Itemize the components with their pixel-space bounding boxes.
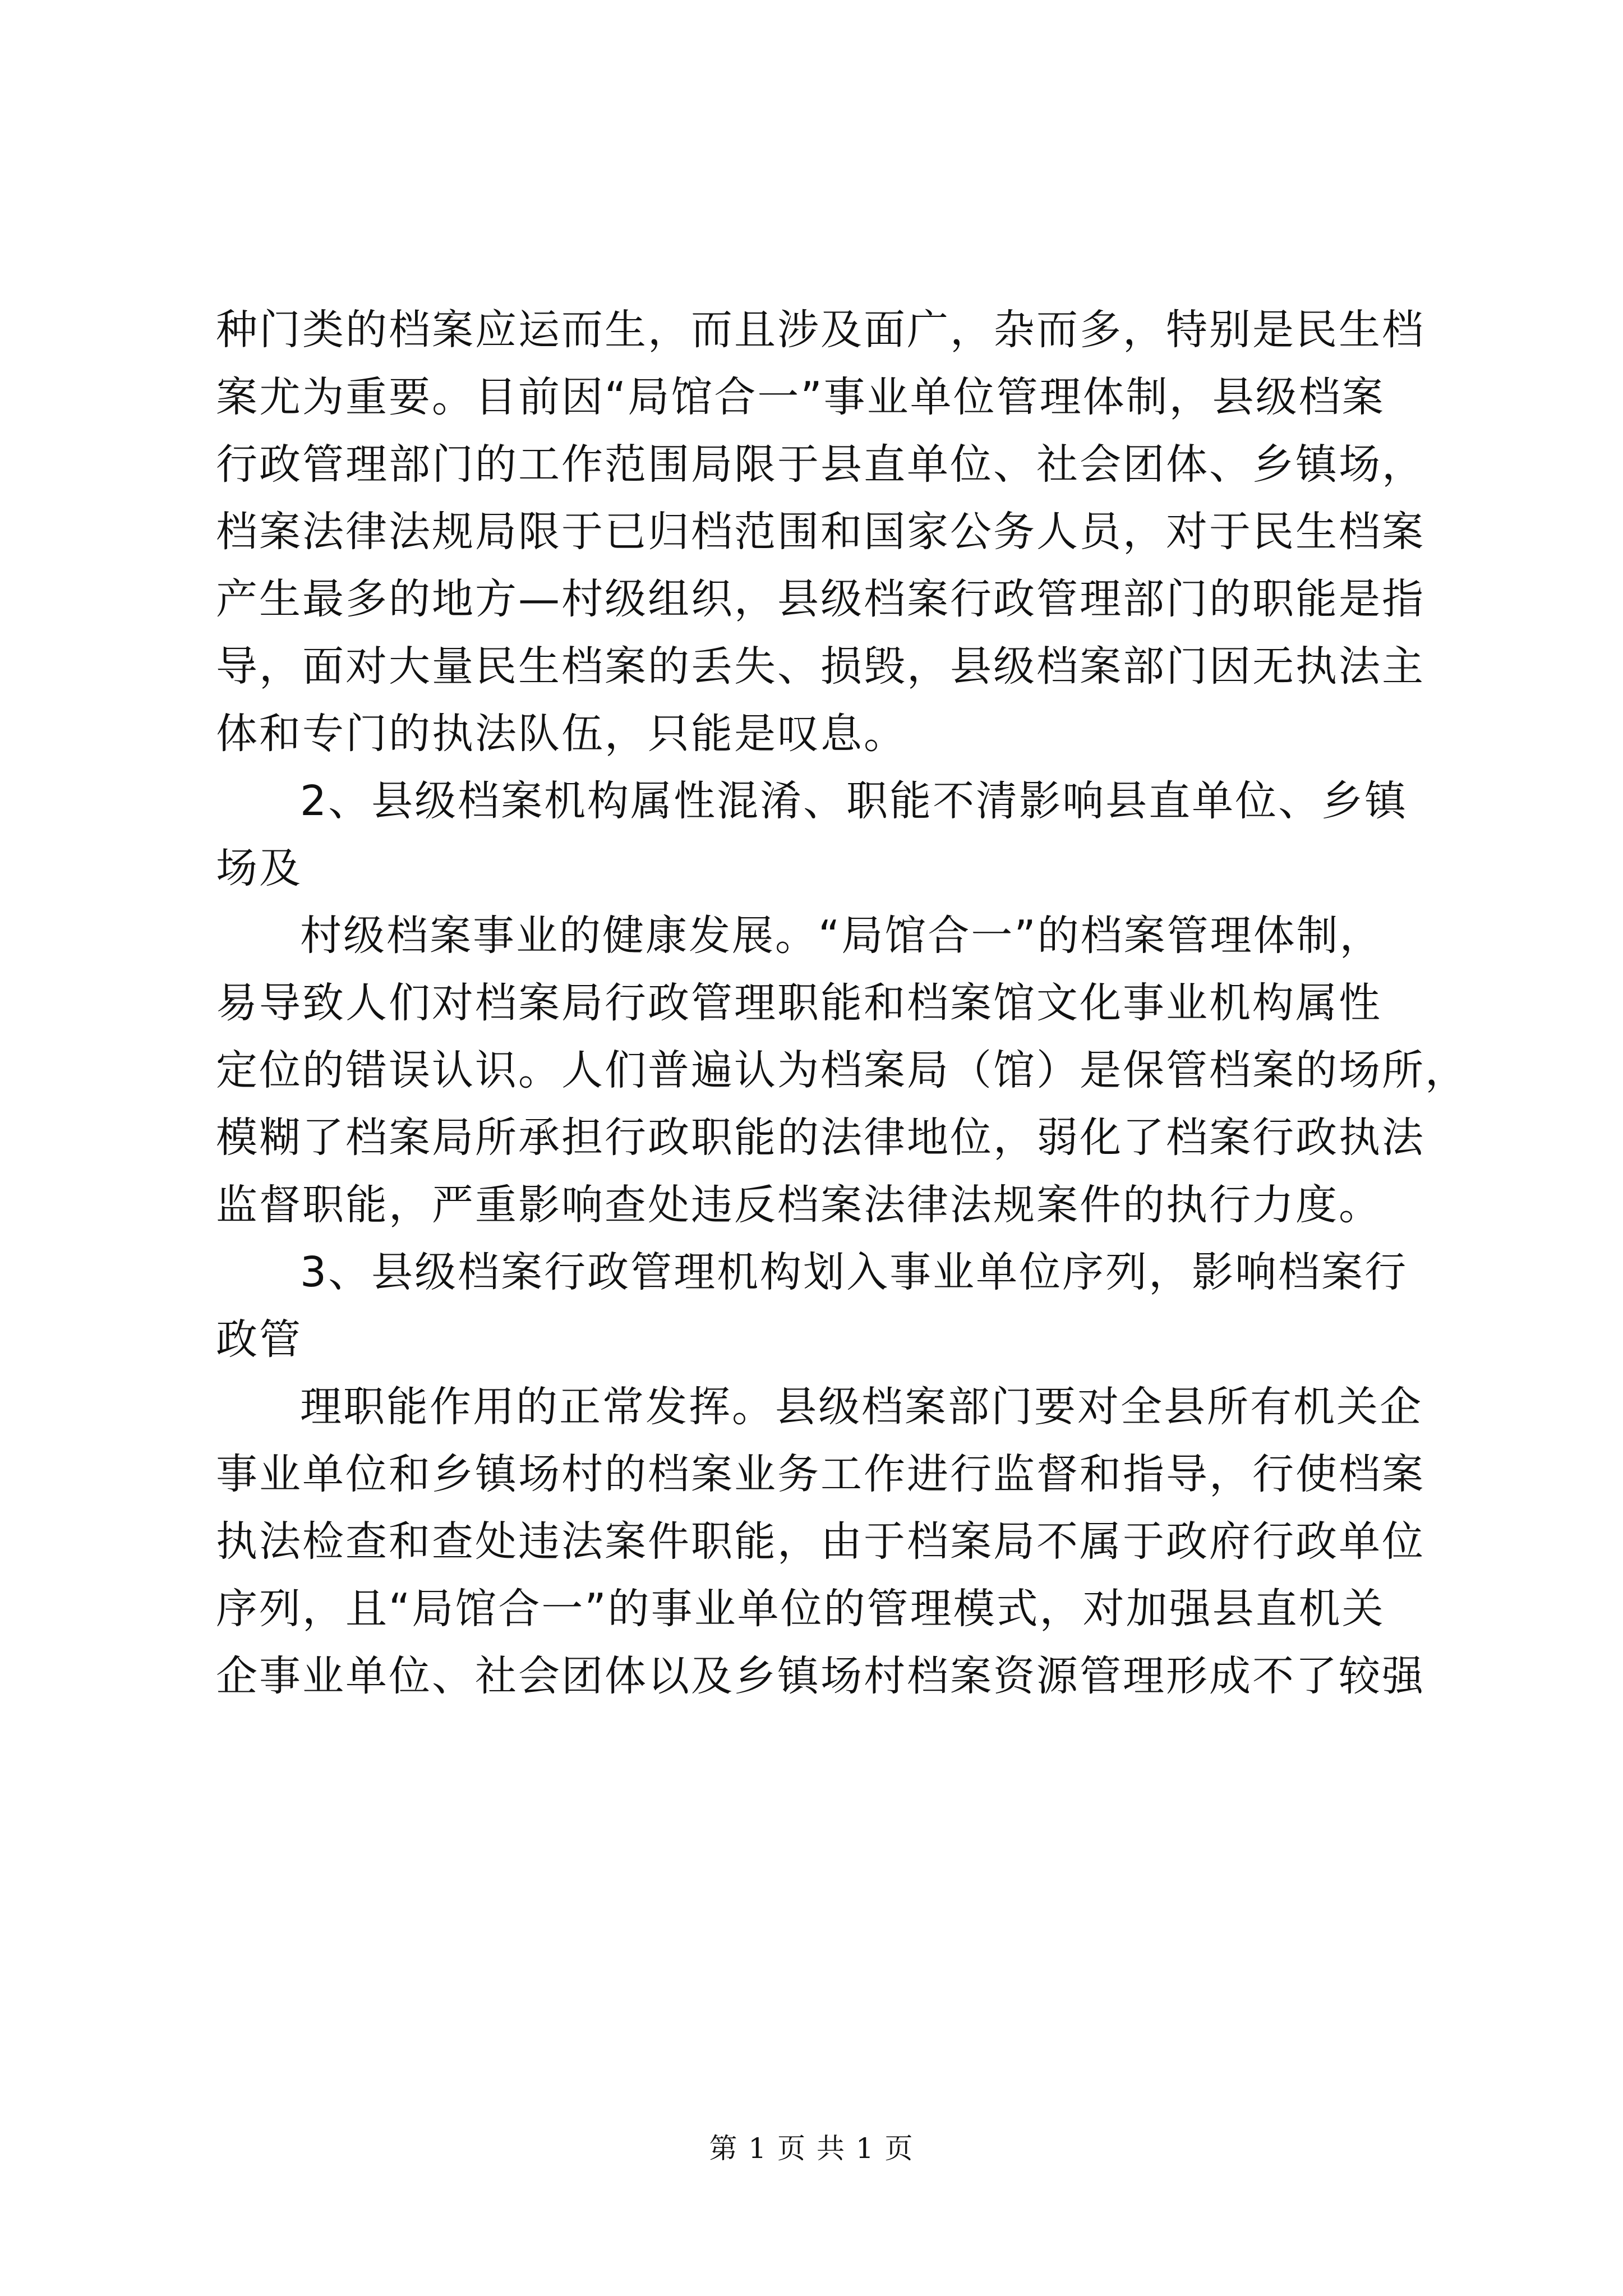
text-line: 种门类的档案应运而生，而且涉及面广，杂而多，特别是民生档 [216,306,1425,354]
text-line: 企事业单位、社会团体以及乡镇场村档案资源管理形成不了较强 [216,1652,1425,1700]
text-line: 监督职能，严重影响查处违反档案法律法规案件的执行力度。 [216,1181,1382,1229]
text-line: 场及 [216,844,302,892]
text-line: 政管 [216,1315,302,1364]
text-line: 3、县级档案行政管理机构划入事业单位序列，影响档案行 [300,1248,1408,1296]
text-line: 村级档案事业的健康发展。“局馆合一”的档案管理体制， [300,912,1383,960]
text-line: 理职能作用的正常发挥。县级档案部门要对全县所有机关企 [300,1383,1423,1431]
text-line: 行政管理部门的工作范围局限于县直单位、社会团体、乡镇场， [216,440,1425,489]
text-line: 执法检查和查处违法案件职能，由于档案局不属于政府行政单位 [216,1517,1425,1566]
text-line: 档案法律法规局限于已归档范围和国家公务人员，对于民生档案 [216,508,1425,556]
body-text [216,296,1468,1710]
text-line: 案尤为重要。目前因“局馆合一”事业单位管理体制，县级档案 [216,373,1385,421]
text-line: 定位的错误认识。人们普遍认为档案局（馆）是保管档案的场所， [216,1046,1468,1094]
text-line: 易导致人们对档案局行政管理职能和档案馆文化事业机构属性 [216,979,1382,1027]
page-footer: 第 1 页 共 1 页 [709,2132,914,2165]
text-line: 事业单位和乡镇场村的档案业务工作进行监督和指导，行使档案 [216,1450,1425,1498]
text-line: 产生最多的地方—村级组织，县级档案行政管理部门的职能是指 [216,575,1425,623]
text-line: 模糊了档案局所承担行政职能的法律地位，弱化了档案行政执法 [216,1114,1425,1162]
text-line: 2、县级档案机构属性混淆、职能不清影响县直单位、乡镇 [300,777,1408,825]
text-line: 导，面对大量民生档案的丢失、损毁，县级档案部门因无执法主 [216,642,1425,691]
text-line: 序列，且“局馆合一”的事业单位的管理模式，对加强县直机关 [216,1585,1385,1633]
text-line: 体和专门的执法队伍，只能是叹息。 [216,710,907,758]
